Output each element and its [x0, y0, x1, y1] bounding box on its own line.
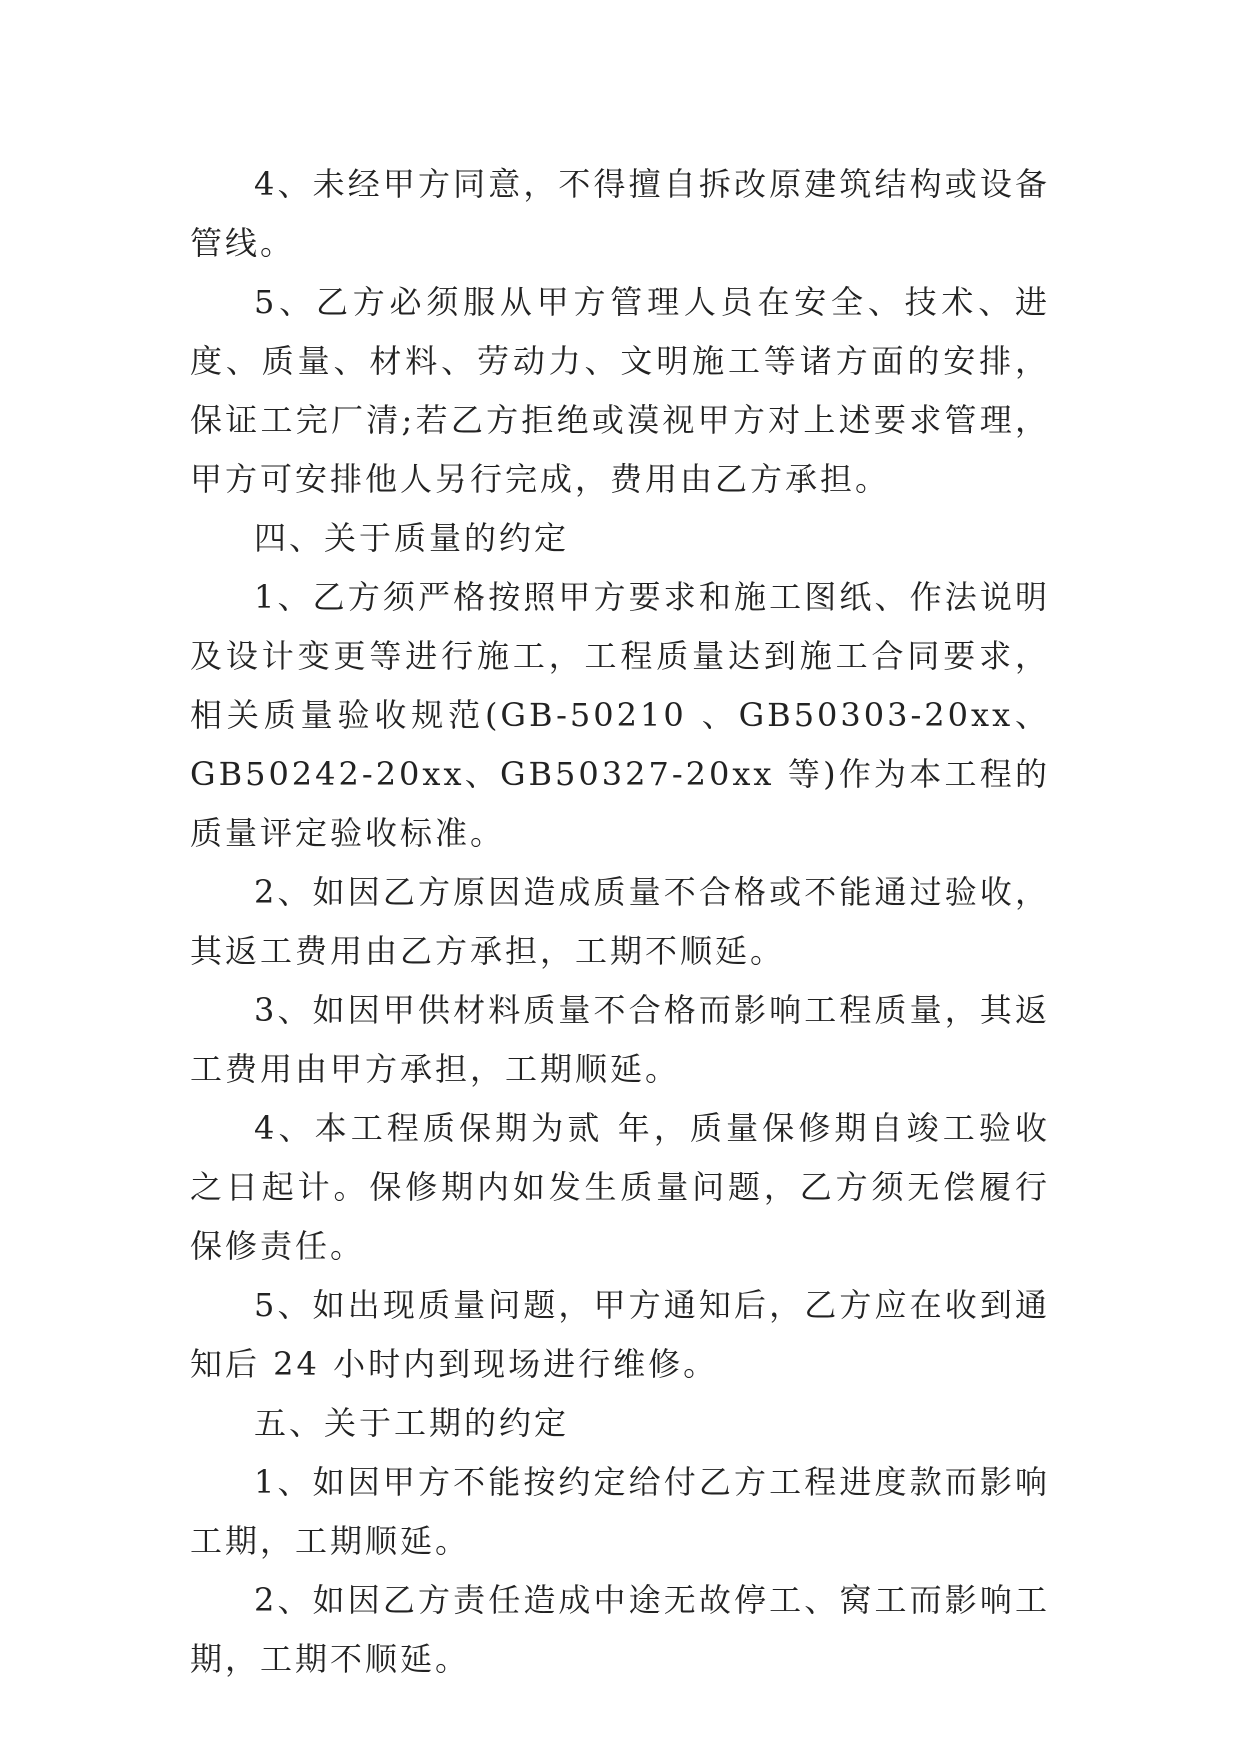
paragraph-clause-4-alteration: 4、未经甲方同意，不得擅自拆改原建筑结构或设备管线。 [190, 165, 1050, 262]
paragraph-schedule-2-work-stoppage: 2、如因乙方责任造成中途无故停工、窝工而影响工期，工期不顺延。 [190, 1581, 1050, 1678]
paragraph-quality-3-owner-materials: 3、如因甲供材料质量不合格而影响工程质量，其返工费用由甲方承担，工期顺延。 [190, 991, 1050, 1088]
document-body [190, 155, 1050, 1689]
paragraph-clause-5-management: 5、乙方必须服从甲方管理人员在安全、技术、进度、质量、材料、劳动力、文明施工等诸方面的安排，保证工完厂清;若乙方拒绝或漠视甲方对上述要求管理，甲方可安排他人另行完成，费用由乙方承担。 [190, 283, 1050, 498]
section-heading-quality: 四、关于质量的约定 [254, 519, 570, 557]
paragraph-quality-5-repair: 5、如出现质量问题，甲方通知后，乙方应在收到通知后 24 小时内到现场进行维修。 [190, 1286, 1050, 1383]
paragraph-schedule-1-payment-delay: 1、如因甲方不能按约定给付乙方工程进度款而影响工期，工期顺延。 [190, 1463, 1050, 1560]
paragraph-quality-2-contractor-fault: 2、如因乙方原因造成质量不合格或不能通过验收，其返工费用由乙方承担，工期不顺延。 [190, 873, 1050, 970]
section-heading-schedule: 五、关于工期的约定 [254, 1404, 570, 1442]
paragraph-quality-1-standards: 1、乙方须严格按照甲方要求和施工图纸、作法说明及设计变更等进行施工，工程质量达到施工合同要求，相关质量验收规范(GB-50210 、GB50303-20xx、GB50242-20xx、GB50327-20xx 等)作为本工程的质量评定验收标准。 [190, 578, 1050, 852]
paragraph-quality-4-warranty: 4、本工程质保期为贰 年，质量保修期自竣工验收之日起计。保修期内如发生质量问题，乙方须无偿履行保修责任。 [190, 1109, 1050, 1265]
